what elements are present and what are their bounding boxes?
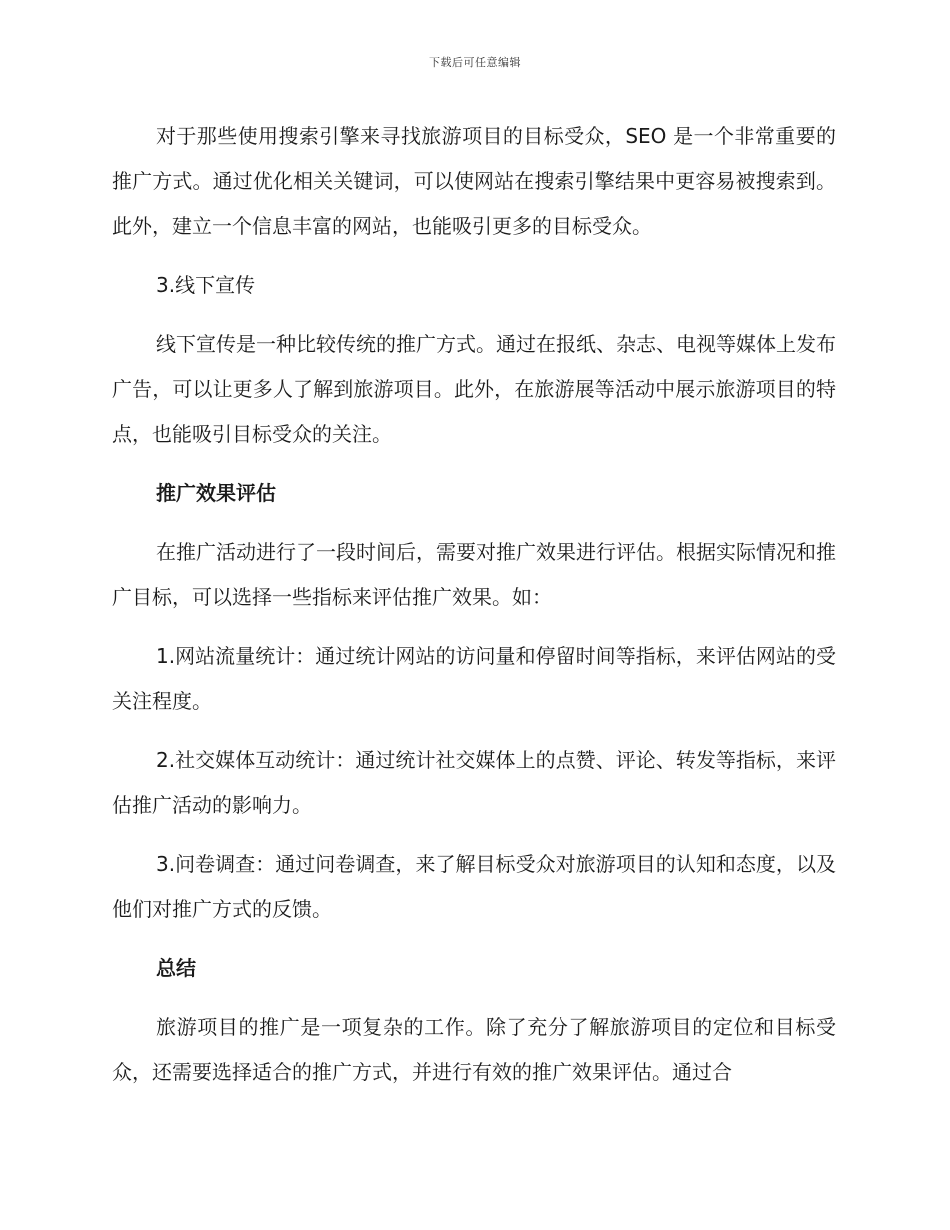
list-item-social: 2.社交媒体互动统计：通过统计社交媒体上的点赞、评论、转发等指标，来评估推广活动的影响力。 <box>112 748 836 817</box>
list-item-traffic: 1.网站流量统计：通过统计网站的访问量和停留时间等指标，来评估网站的受关注程度。 <box>112 644 836 713</box>
list-item-survey: 3.问卷调查：通过问卷调查，来了解目标受众对旅游项目的认知和态度，以及他们对推广方式的反馈。 <box>112 852 836 921</box>
paragraph-evaluation-intro: 在推广活动进行了一段时间后，需要对推广效果进行评估。根据实际情况和推广目标，可以选择一些指标来评估推广效果。如： <box>112 540 836 609</box>
section-heading-summary: 总结 <box>156 956 196 980</box>
section-heading-evaluation: 推广效果评估 <box>156 481 276 505</box>
paragraph-summary: 旅游项目的推广是一项复杂的工作。除了充分了解旅游项目的定位和目标受众，还需要选择适合的推广方式，并进行有效的推广效果评估。通过合 <box>112 1015 836 1084</box>
paragraph-seo: 对于那些使用搜索引擎来寻找旅游项目的目标受众，SEO 是一个非常重要的推广方式。通过优化相关关键词，可以使网站在搜索引擎结果中更容易被搜索到。此外，建立一个信息丰富的网站，也能吸引更多的目标受众。 <box>112 124 836 238</box>
subheading-offline: 3.线下宣传 <box>156 273 256 297</box>
document-body <box>112 114 836 1109</box>
paragraph-offline: 线下宣传是一种比较传统的推广方式。通过在报纸、杂志、电视等媒体上发布广告，可以让更多人了解到旅游项目。此外，在旅游展等活动中展示旅游项目的特点，也能吸引目标受众的关注。 <box>112 332 836 446</box>
header-note: 下载后可任意编辑 <box>429 56 521 69</box>
